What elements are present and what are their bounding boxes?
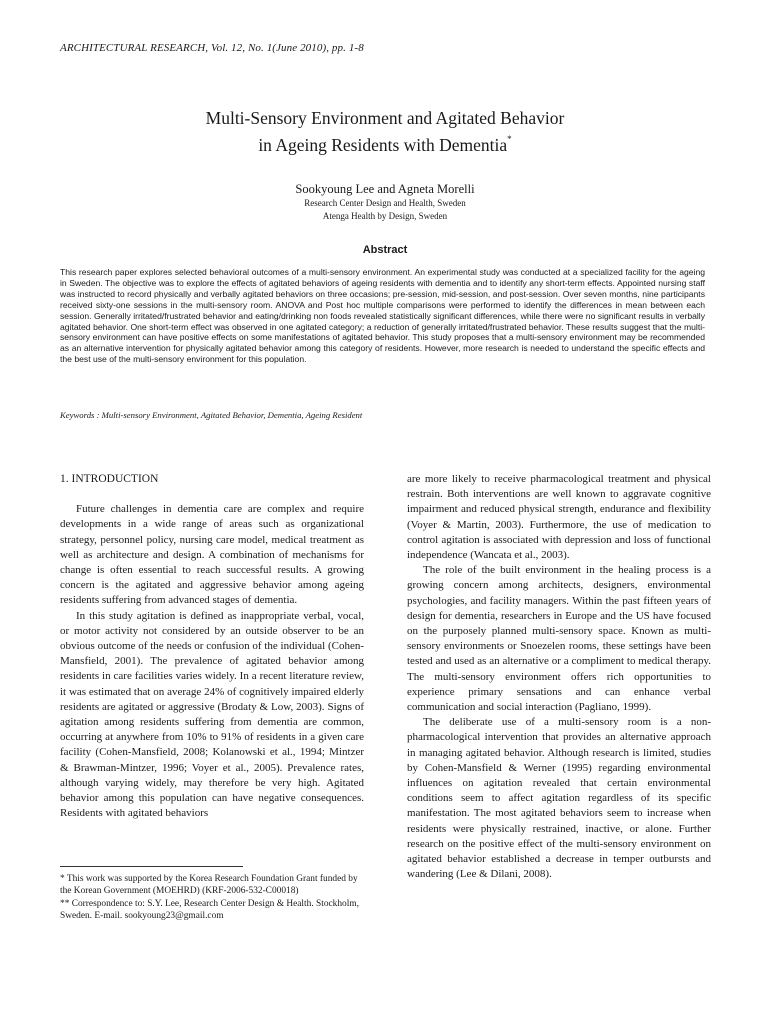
authors: Sookyoung Lee and Agneta Morelli bbox=[295, 182, 475, 196]
body-paragraph: The role of the built environment in the healing process is a growing concern among architects, designers, environmental psychologies, and facility managers. Within the past fifteen years of design for dementia, researchers in Europe and the US have focused on the purposely planned multi-sensory space. Known as multi-sensory environments or Snoezelen rooms, these settings have been tested and used as an alternative or a compliment to medical therapy. The multi-sensory environment offers rich opportunities to experience primary sensations and can enhance verbal communication and social interaction (Pagliano, 1999). bbox=[407, 564, 711, 714]
body-paragraph: are more likely to receive pharmacological treatment and physical restrain. Both interventions are well known to aggravate cognitive impairment and reduced physical strength, endurance and flexibility (Voyer & Martin, 2003). Furthermore, the use of medication to control agitation is associated with depression and loss of functional independence (Wancata et al., 2003). bbox=[407, 473, 711, 562]
right-column bbox=[407, 472, 711, 882]
abstract-heading: Abstract bbox=[362, 244, 408, 256]
title-line-2 bbox=[0, 129, 770, 156]
keywords: Keywords : Multi-sensory Environment, Agitated Behavior, Dementia, Ageing Resident bbox=[60, 410, 363, 420]
left-column bbox=[60, 472, 364, 821]
affiliation-2: Atenga Health by Design, Sweden bbox=[322, 211, 448, 221]
affiliation-1: Research Center Design and Health, Sweden bbox=[304, 198, 466, 208]
title-footnote-mark: * bbox=[507, 134, 512, 144]
footnote-funding: * This work was supported by the Korea Research Foundation Grant funded by the Korean Government (MOEHRD) (KRF-2006-532-C00018) bbox=[60, 874, 358, 897]
abstract-text: This research paper explores selected behavioral outcomes of a multi-sensory environment. An experimental study was conducted at a specialized facility for the ageing in Sweden. The objective was to explore the effects of agitated behaviors of ageing residents with dementia and to identify any short-term effects. Appointed nursing staff was instructed to record physically and verbally agitated behaviors on three occasions; pre-session, mid-session, and post-session. Over seven months, nine participants received sixty-one sessions in the multi-sensory room. ANOVA and Post hoc multiple comparisons were performed to identify the differences in mean between each session. Generally irritated/frustrated behavior and eating/drinking non foods revealed statistically significant differences, while there were no significant results in verbally agitated behavior. One short-term effect was observed in one agitated category; a reduction of generally irritated/frustrated behavior. These results suggest that the multi-sensory environment can have positive effects on some manifestations of agitated behavior. This study proposes that a multi-sensory environment may be recommended as an alternative intervention for physically agitated behavior among this category of residents. However, more research is needed to understand the specific effects and the best use of the multi-sensory environment for this population. bbox=[60, 267, 705, 365]
paper-title bbox=[0, 108, 770, 156]
footnote-divider bbox=[60, 866, 243, 867]
footnotes bbox=[60, 873, 360, 923]
body-paragraph: In this study agitation is defined as inappropriate verbal, vocal, or motor activity not considered by an outside observer to be an obvious outcome of the needs or confusion of the individual (Cohen-Mansfield, 2001). The prevalence of agitated behavior among residents in care facilities varies widely. In a recent literature review, it was estimated that on average 24% of cognitively impaired elderly residents are agitated or aggressive (Brodaty & Low, 2003). Signs of agitation among residents suffering from dementia are common, occurring at anywhere from 10% to 91% of residents in a given care facility (Cohen-Mansfield, 2008; Kolanowski et al., 1994; Mintzer & Brawman-Mintzer, 1996; Voyer et al., 2005). Prevalence rates, although varying widely, may therefore be very high. Agitated behavior among this population can have negative consequences. Residents with agitated behaviors bbox=[60, 609, 364, 820]
title-line-1: Multi-Sensory Environment and Agitated Behavior bbox=[205, 108, 565, 128]
body-paragraph: The deliberate use of a multi-sensory room is a non-pharmacological intervention that provides an alternative approach in managing agitated behavior. Although research is limited, studies by Cohen-Mansfield & Werner (1995) regarding environmental influences on agitation revealed that certain environmental conditions seem to affect agitation regardless of its specific manifestation. The most agitated behaviors seem to increase when residents were physically restrained, inactive, or alone. Further research on the positive effect of the multi-sensory environment on agitated behavior established a decrease in temper outbursts and wandering (Lee & Dilani, 2008). bbox=[407, 716, 711, 881]
section-heading-introduction: 1. INTRODUCTION bbox=[60, 473, 159, 485]
footnote-correspondence: ** Correspondence to: S.Y. Lee, Research Center Design & Health. Stockholm, Sweden. E-mail. sookyoung23@gmail.com bbox=[60, 898, 359, 922]
title-line-2-text: in Ageing Residents with Dementia bbox=[258, 135, 508, 155]
running-head: ARCHITECTURAL RESEARCH, Vol. 12, No. 1(June 2010), pp. 1-8 bbox=[60, 42, 364, 54]
body-paragraph: Future challenges in dementia care are complex and require developments in a wide range of areas such as organizational strategy, personnel policy, nursing care model, medical treatment as well as architecture and design. A combination of mechanisms for change is often essential to reach successful results. A growing concern is the agitated and aggressive behavior among ageing residents suffering from advanced stages of dementia. bbox=[60, 503, 364, 607]
